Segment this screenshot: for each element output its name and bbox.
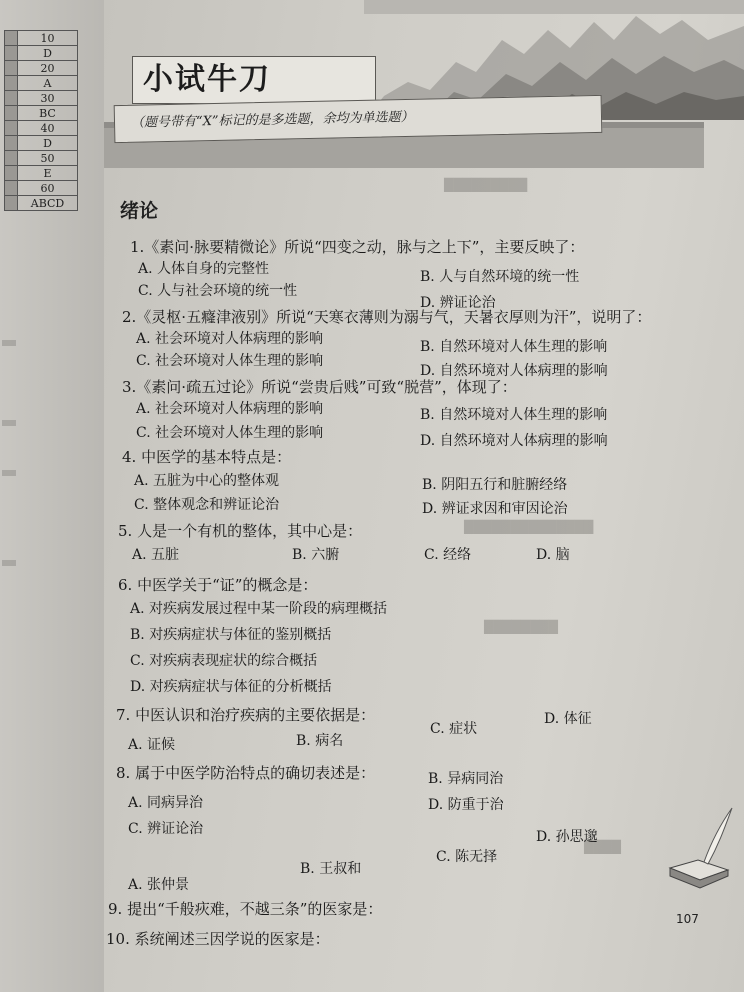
option-item: D. 自然环境对人体病理的影响 <box>420 433 608 449</box>
question-stem: 7. 中医认识和治疗疾病的主要依据是： <box>116 706 376 724</box>
option-item: A. 社会环境对人体病理的影响 <box>136 401 324 417</box>
option-item: B. 异病同治 <box>428 771 504 787</box>
option-item: D. 脑 <box>536 547 570 563</box>
option-item: A. 证候 <box>128 737 176 753</box>
left-page-edge <box>0 0 110 992</box>
option-item: B. 王叔和 <box>300 861 362 877</box>
answer-cell: 40 <box>18 121 78 136</box>
option-item: D. 对疾病症状与体征的分析概括 <box>130 679 332 695</box>
option-item: A. 人体自身的完整性 <box>138 261 270 277</box>
option-item: C. 症状 <box>430 721 478 737</box>
answer-cell: 20 <box>18 61 78 76</box>
option-item: A. 五脏为中心的整体观 <box>134 473 280 489</box>
answer-cell: D <box>18 136 78 151</box>
option-item: A. 五脏 <box>132 547 180 563</box>
answer-cell: 50 <box>18 151 78 166</box>
question-stem: 3.《素问·疏五过论》所说“尝贵后贱”可致“脱营”，体现了： <box>122 378 517 396</box>
option-item: B. 人与自然环境的统一性 <box>420 269 580 285</box>
option-item: B. 对疾病症状与体征的鉴别概括 <box>130 627 332 643</box>
option-item: D. 自然环境对人体病理的影响 <box>420 363 608 379</box>
option-item: D. 辨证求因和审因论治 <box>422 501 568 517</box>
option-item: A. 张仲景 <box>128 877 190 893</box>
option-item: C. 辨证论治 <box>128 821 204 837</box>
option-item: D. 辨证论治 <box>420 295 496 311</box>
book-quill-icon <box>664 804 736 896</box>
question-stem: 2.《灵枢·五癃津液别》所说“天寒衣薄则为溺与气，天暑衣厚则为汗”，说明了： <box>122 308 652 326</box>
question-stem: 6. 中医学关于“证”的概念是： <box>118 576 318 594</box>
option-item: B. 六腑 <box>292 547 340 563</box>
option-item: C. 整体观念和辨证论治 <box>134 497 280 513</box>
option-item: C. 人与社会环境的统一性 <box>138 283 298 299</box>
option-item: B. 病名 <box>296 733 344 749</box>
answer-cell: E <box>18 166 78 181</box>
answer-cell: A <box>18 76 78 91</box>
answer-cell: 30 <box>18 91 78 106</box>
question-stem: 4. 中医学的基本特点是： <box>122 448 292 466</box>
question-stem: 1.《素问·脉要精微论》所说“四变之动，脉与之上下”，主要反映了： <box>130 238 585 256</box>
question-stem: 5. 人是一个有机的整体，其中心是： <box>118 522 363 540</box>
question-stem: 10. 系统阐述三因学说的医家是： <box>106 930 330 948</box>
option-item: C. 对疾病表现症状的综合概括 <box>130 653 318 669</box>
answer-cell: D <box>18 46 78 61</box>
instruction-text: （题号带有“X”标记的是多选题，余均为单选题） <box>130 109 414 131</box>
option-item: B. 阴阳五行和脏腑经络 <box>422 477 568 493</box>
book-page: 小试牛刀 （题号带有“X”标记的是多选题，余均为单选题） 绪论 █████████ ██████████████ ████████ ████ 1.《素问·脉要精微论》所说“四变之动，脉与之上下”，主要反映了： A. 人体自身的完整性 B. 人与自然环境的统一性 C. 人与社会环境的统一性 D. 辨证论治 2.《灵枢·五癃津液别》所说“天寒衣薄则为溺与气，天暑衣厚则为汗”，说明了： A. 社会环境对人体病理的影响 B. 自然环境对人体生理的影响 C. 社会环境对人体生理的影响 D. 自然环境对人体病理的影响 3.《素问·疏五过论》所说“尝贵后贱”可致“脱营”，体现了： A. 社会环境对人体病理的影响 B. 自然环境对人体生理的影响 C. 社会环境对人体生理的影响 D. 自然环境对人体病理的影响 4. 中医学的基本特点是： A. 五脏为中心的整体观 B. 阴阳五行和脏腑经络 C. 整体观念和辨证论治 D. 辨证求因和审因论治 5. 人是一个有机的整体，其中心是： A. 五脏 B. 六腑 C. 经络 D. 脑 6. 中医学关于“证”的概念是： A. 对疾病发展过程中某一阶段的病理概括 B. 对疾病症状与体征的鉴别概括 C. 对疾病表现症状的综合概括 D. 对疾病症状与体征的分析概括 7. 中医认识和治疗疾病的主要依据是： A. 证候 B. 病名 C. 症状 D. 体征 8. 属于中医学防治特点的确切表述是： A. 同病异治 B. 异病同治 C. 辨证论治 D. 防重于治 A. 张仲景 B. 王叔和 C. 陈无择 D. 孙思邈 9. 提出“千般疢难，不越三条”的医家是： 10. 系统阐述三因学说的医家是： 107 <box>104 0 744 992</box>
option-item: C. 社会环境对人体生理的影响 <box>136 353 324 369</box>
section-title: 绪论 <box>120 200 159 222</box>
answer-table <box>4 30 78 211</box>
option-item: B. 自然环境对人体生理的影响 <box>420 339 608 355</box>
option-item: D. 体征 <box>544 711 592 727</box>
option-item: C. 陈无择 <box>436 849 498 865</box>
option-item: C. 经络 <box>424 547 472 563</box>
option-item: C. 社会环境对人体生理的影响 <box>136 425 324 441</box>
option-item: A. 社会环境对人体病理的影响 <box>136 331 324 347</box>
answer-cell: 10 <box>18 31 78 46</box>
section-heading-box <box>132 56 376 104</box>
answer-cell: ABCD <box>18 196 78 211</box>
option-item: A. 同病异治 <box>128 795 204 811</box>
answer-cell: BC <box>18 106 78 121</box>
option-item: D. 防重于治 <box>428 797 504 813</box>
option-item: B. 自然环境对人体生理的影响 <box>420 407 608 423</box>
option-item: A. 对疾病发展过程中某一阶段的病理概括 <box>130 601 388 617</box>
question-stem: 9. 提出“千般疢难，不越三条”的医家是： <box>108 900 383 918</box>
question-stem: 8. 属于中医学防治特点的确切表述是： <box>116 764 376 782</box>
page-title: 小试牛刀 <box>143 62 271 97</box>
page-number: 107 <box>676 912 699 926</box>
answer-cell: 60 <box>18 181 78 196</box>
option-item: D. 孙思邈 <box>536 829 598 845</box>
